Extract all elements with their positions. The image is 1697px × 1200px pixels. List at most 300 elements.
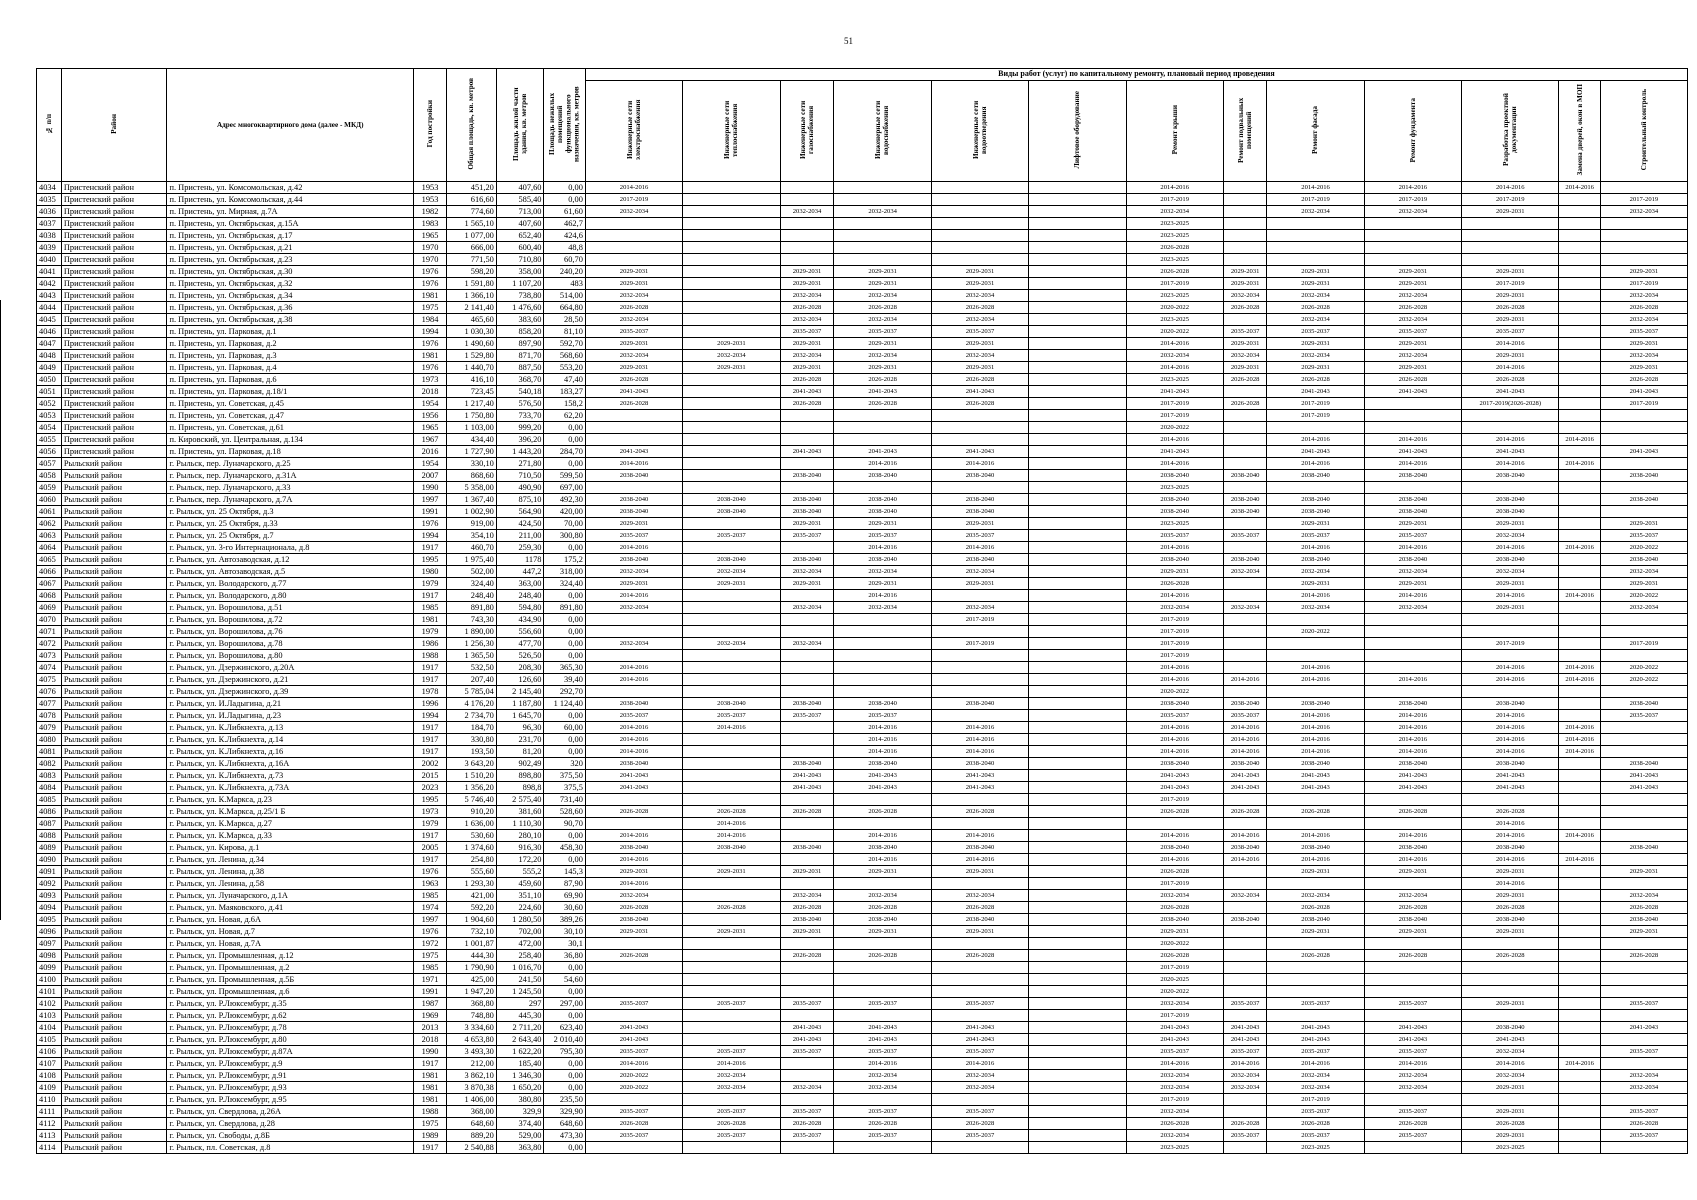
work-period-cell: 2029-2031	[585, 278, 682, 290]
work-period-cell: 2023-2025	[1126, 218, 1223, 230]
work-period-cell	[1462, 422, 1559, 434]
row-number-cell: 4053	[37, 410, 62, 422]
total-area-cell: 2 141,40	[447, 302, 497, 314]
work-period-cell: 2014-2016	[1559, 542, 1600, 554]
work-period-cell	[1559, 314, 1600, 326]
district-cell: Рыльский район	[61, 806, 167, 818]
year-built-cell: 1917	[413, 734, 446, 746]
year-built-cell: 1972	[413, 938, 446, 950]
work-period-cell: 2029-2031	[1364, 278, 1461, 290]
year-built-cell: 1994	[413, 710, 446, 722]
work-period-cell	[1559, 902, 1600, 914]
nonres-area-cell: 61,60	[544, 206, 585, 218]
work-period-cell: 2038-2040	[834, 842, 931, 854]
total-area-cell: 1 293,30	[447, 878, 497, 890]
work-period-cell	[1029, 194, 1126, 206]
work-period-cell	[1223, 1106, 1267, 1118]
living-area-cell: 529,00	[496, 1130, 544, 1142]
work-period-cell: 2041-2043	[1462, 782, 1559, 794]
district-cell: Рыльский район	[61, 1034, 167, 1046]
district-cell: Рыльский район	[61, 914, 167, 926]
nonres-area-cell: 648,60	[544, 1118, 585, 1130]
year-built-cell: 2023	[413, 782, 446, 794]
work-period-cell: 2035-2037	[931, 998, 1028, 1010]
year-built-cell: 1981	[413, 1082, 446, 1094]
work-period-cell: 2014-2016	[1267, 746, 1364, 758]
work-period-cell: 2029-2031	[931, 278, 1028, 290]
address-cell: г. Рыльск, ул. Дзержинского, д.20А	[167, 662, 414, 674]
work-period-cell	[1559, 506, 1600, 518]
living-area-cell: 407,60	[496, 182, 544, 194]
district-cell: Рыльский район	[61, 638, 167, 650]
table-row	[37, 698, 1688, 710]
work-period-cell: 2032-2034	[1126, 206, 1223, 218]
work-period-cell: 2014-2016	[1267, 710, 1364, 722]
living-area-cell: 902,49	[496, 758, 544, 770]
work-period-cell: 2014-2016	[1126, 830, 1223, 842]
nonres-area-cell: 70,00	[544, 518, 585, 530]
work-period-cell: 2026-2028	[1462, 902, 1559, 914]
work-period-cell: 2041-2043	[1600, 1022, 1687, 1034]
work-period-cell: 2035-2037	[834, 998, 931, 1010]
work-period-cell	[1600, 254, 1687, 266]
district-cell: Рыльский район	[61, 974, 167, 986]
work-period-cell: 2029-2031	[834, 518, 931, 530]
row-number-cell: 4109	[37, 1082, 62, 1094]
work-period-cell	[1029, 722, 1126, 734]
work-period-cell: 2029-2031	[1223, 338, 1267, 350]
work-period-cell	[1559, 998, 1600, 1010]
work-period-cell: 2041-2043	[931, 770, 1028, 782]
work-period-cell	[780, 986, 834, 998]
living-area-cell: 556,60	[496, 626, 544, 638]
work-period-cell: 2032-2034	[780, 638, 834, 650]
address-cell: г. Рыльск, ул. Ворошилова, д.72	[167, 614, 414, 626]
row-number-cell: 4036	[37, 206, 62, 218]
total-area-cell: 421,00	[447, 890, 497, 902]
work-period-cell	[1029, 266, 1126, 278]
work-period-cell: 2014-2016	[1267, 734, 1364, 746]
work-period-cell: 2029-2031	[780, 278, 834, 290]
total-area-cell: 254,80	[447, 854, 497, 866]
work-period-cell: 2035-2037	[585, 530, 682, 542]
work-period-cell	[1223, 206, 1267, 218]
work-period-cell: 2032-2034	[683, 638, 780, 650]
row-number-cell: 4095	[37, 914, 62, 926]
work-period-cell: 2032-2034	[931, 1082, 1028, 1094]
work-period-cell: 2032-2034	[1223, 350, 1267, 362]
work-period-cell	[1267, 794, 1364, 806]
work-period-cell: 2038-2040	[1462, 698, 1559, 710]
district-cell: Рыльский район	[61, 578, 167, 590]
work-period-cell	[1559, 794, 1600, 806]
work-period-cell: 2041-2043	[780, 386, 834, 398]
work-period-cell: 2014-2016	[1462, 1058, 1559, 1070]
work-period-cell	[834, 962, 931, 974]
nonres-area-cell: 0,00	[544, 182, 585, 194]
work-period-cell	[585, 410, 682, 422]
nonres-area-cell: 62,20	[544, 410, 585, 422]
row-number-cell: 4111	[37, 1106, 62, 1118]
table-row	[37, 578, 1688, 590]
work-period-cell: 2029-2031	[931, 518, 1028, 530]
work-period-cell	[1267, 878, 1364, 890]
row-number-cell: 4079	[37, 722, 62, 734]
year-built-cell: 1979	[413, 578, 446, 590]
row-number-cell: 4035	[37, 194, 62, 206]
work-period-cell	[931, 626, 1028, 638]
work-period-cell: 2038-2040	[931, 494, 1028, 506]
year-built-cell: 1954	[413, 458, 446, 470]
work-period-cell: 2032-2034	[1364, 350, 1461, 362]
work-period-cell: 2026-2028	[585, 1118, 682, 1130]
row-number-cell: 4073	[37, 650, 62, 662]
living-area-cell: 540,18	[496, 386, 544, 398]
total-area-cell: 1 366,10	[447, 290, 497, 302]
work-period-cell: 2041-2043	[780, 770, 834, 782]
work-period-cell	[683, 218, 780, 230]
work-period-cell: 2029-2031	[780, 338, 834, 350]
work-period-cell	[780, 734, 834, 746]
work-header-8: Ремонт фасада	[1267, 81, 1364, 182]
work-period-cell: 2032-2034	[1364, 566, 1461, 578]
year-built-cell: 1975	[413, 1118, 446, 1130]
work-period-cell: 2029-2031	[1462, 1130, 1559, 1142]
address-cell: п. Пристень, ул. Парковая, д.18	[167, 446, 414, 458]
work-period-cell	[585, 1142, 682, 1154]
row-number-cell: 4061	[37, 506, 62, 518]
work-period-cell	[1462, 962, 1559, 974]
address-cell: г. Рыльск, ул. Р.Люксембург, д.95	[167, 1094, 414, 1106]
nonres-area-cell: 795,30	[544, 1046, 585, 1058]
work-period-cell: 2020-2022	[1126, 938, 1223, 950]
work-period-cell: 2026-2028	[780, 398, 834, 410]
work-period-cell: 2032-2034	[834, 290, 931, 302]
living-area-cell: 713,00	[496, 206, 544, 218]
work-period-cell	[1223, 1094, 1267, 1106]
district-cell: Рыльский район	[61, 1046, 167, 1058]
work-period-cell	[834, 230, 931, 242]
work-period-cell: 2032-2034	[780, 602, 834, 614]
work-period-cell: 2029-2031	[683, 338, 780, 350]
year-built-cell: 1917	[413, 1058, 446, 1070]
nonres-area-cell: 458,30	[544, 842, 585, 854]
work-period-cell	[1223, 386, 1267, 398]
work-period-cell	[683, 1010, 780, 1022]
work-period-cell: 2026-2028	[683, 902, 780, 914]
work-period-cell: 2032-2034	[1364, 206, 1461, 218]
year-built-cell: 1978	[413, 686, 446, 698]
work-period-cell: 2041-2043	[780, 1034, 834, 1046]
work-period-cell: 2038-2040	[1462, 758, 1559, 770]
work-period-cell	[1364, 662, 1461, 674]
work-period-cell: 2038-2040	[780, 698, 834, 710]
work-period-cell: 2041-2043	[1223, 1022, 1267, 1034]
work-period-cell: 2029-2031	[1462, 350, 1559, 362]
living-area-cell: 208,30	[496, 662, 544, 674]
work-period-cell	[780, 722, 834, 734]
table-row	[37, 782, 1688, 794]
nonres-area-cell: 553,20	[544, 362, 585, 374]
living-area-cell: 1 622,20	[496, 1046, 544, 1058]
row-number-cell: 4081	[37, 746, 62, 758]
work-period-cell	[1600, 1094, 1687, 1106]
work-period-cell: 2029-2031	[1223, 362, 1267, 374]
total-area-cell: 5 785,04	[447, 686, 497, 698]
work-period-cell	[1029, 926, 1126, 938]
nonres-area-cell: 592,70	[544, 338, 585, 350]
work-period-cell	[1559, 1034, 1600, 1046]
work-period-cell: 2026-2028	[1462, 950, 1559, 962]
address-cell: г. Рыльск, ул. Р.Люксембург, д.93	[167, 1082, 414, 1094]
work-period-cell: 2035-2037	[585, 326, 682, 338]
row-number-cell: 4050	[37, 374, 62, 386]
address-cell: г. Рыльск, ул. Ворошилова, д.76	[167, 626, 414, 638]
living-area-cell: 600,40	[496, 242, 544, 254]
table-row	[37, 542, 1688, 554]
total-area-cell: 1 367,40	[447, 494, 497, 506]
address-cell: г. Рыльск, ул. Промышленная, д.12	[167, 950, 414, 962]
work-period-cell: 2038-2040	[1364, 698, 1461, 710]
work-period-cell: 2026-2028	[1267, 1118, 1364, 1130]
work-period-cell: 2035-2037	[1223, 998, 1267, 1010]
table-row	[37, 314, 1688, 326]
work-period-cell: 2041-2043	[834, 1022, 931, 1034]
work-period-cell: 2038-2040	[1364, 842, 1461, 854]
work-period-cell	[1029, 422, 1126, 434]
address-cell: г. Рыльск, ул. Ленина, д.58	[167, 878, 414, 890]
work-period-cell	[1029, 638, 1126, 650]
work-period-cell	[1559, 638, 1600, 650]
work-period-cell: 2041-2043	[1600, 386, 1687, 398]
work-period-cell: 2026-2028	[834, 1118, 931, 1130]
work-period-cell	[1029, 1058, 1126, 1070]
address-cell: г. Рыльск, ул. Маяковского, д.41	[167, 902, 414, 914]
work-period-cell	[1029, 698, 1126, 710]
total-area-cell: 648,60	[447, 1118, 497, 1130]
work-period-cell: 2032-2034	[1600, 290, 1687, 302]
work-period-cell: 2026-2028	[931, 302, 1028, 314]
work-period-cell	[683, 758, 780, 770]
work-period-cell	[1029, 290, 1126, 302]
work-period-cell: 2038-2040	[834, 554, 931, 566]
district-cell: Рыльский район	[61, 710, 167, 722]
address-cell: г. Рыльск, ул. Свободы, д.8Б	[167, 1130, 414, 1142]
work-period-cell	[931, 1142, 1028, 1154]
year-built-cell: 1976	[413, 278, 446, 290]
nonres-area-cell: 0,00	[544, 1010, 585, 1022]
living-area-cell: 2 145,40	[496, 686, 544, 698]
nonres-area-cell: 81,10	[544, 326, 585, 338]
table-row	[37, 206, 1688, 218]
work-period-cell: 2041-2043	[780, 782, 834, 794]
district-cell: Рыльский район	[61, 962, 167, 974]
nonres-area-cell: 30,60	[544, 902, 585, 914]
living-area-cell: 477,70	[496, 638, 544, 650]
address-cell: г. Рыльск, ул. Р.Люксембург, д.91	[167, 1070, 414, 1082]
work-period-cell	[1267, 422, 1364, 434]
year-built-cell: 1991	[413, 506, 446, 518]
total-area-cell: 368,80	[447, 998, 497, 1010]
work-period-cell	[1559, 938, 1600, 950]
row-number-cell: 4096	[37, 926, 62, 938]
table-row	[37, 878, 1688, 890]
work-period-cell	[1559, 278, 1600, 290]
work-period-cell: 2029-2031	[1364, 266, 1461, 278]
address-cell: г. Рыльск, ул. Промышленная, д.5Б	[167, 974, 414, 986]
nonres-area-cell: 0,00	[544, 1082, 585, 1094]
living-area-cell: 472,00	[496, 938, 544, 950]
row-number-cell: 4046	[37, 326, 62, 338]
address-cell: г. Рыльск, ул. Ленина, д.38	[167, 866, 414, 878]
work-period-cell: 2014-2016	[1364, 434, 1461, 446]
work-period-cell: 2032-2034	[1600, 566, 1687, 578]
work-period-cell: 2026-2028	[585, 398, 682, 410]
work-period-cell	[683, 962, 780, 974]
work-period-cell	[1600, 218, 1687, 230]
work-period-cell: 2038-2040	[1600, 842, 1687, 854]
year-built-cell: 1994	[413, 530, 446, 542]
work-period-cell: 2029-2031	[1223, 266, 1267, 278]
address-cell: г. Рыльск, ул. К.Либкнехта, д.16А	[167, 758, 414, 770]
address-cell: г. Рыльск, ул. Автозаводская, д.5	[167, 566, 414, 578]
work-period-cell: 2020-2022	[1126, 302, 1223, 314]
work-period-cell	[1559, 842, 1600, 854]
nonres-area-cell: 731,40	[544, 794, 585, 806]
address-cell: п. Пристень, ул. Парковая, д.2	[167, 338, 414, 350]
work-period-cell	[1029, 1010, 1126, 1022]
nonres-area-cell: 284,70	[544, 446, 585, 458]
total-area-cell: 1 356,20	[447, 782, 497, 794]
work-period-cell: 2035-2037	[585, 998, 682, 1010]
district-cell: Рыльский район	[61, 1010, 167, 1022]
row-number-cell: 4112	[37, 1118, 62, 1130]
work-period-cell	[1559, 1106, 1600, 1118]
living-area-cell: 526,50	[496, 650, 544, 662]
work-period-cell	[834, 182, 931, 194]
table-row	[37, 302, 1688, 314]
work-period-cell	[1364, 794, 1461, 806]
work-period-cell: 2038-2040	[683, 698, 780, 710]
row-number-cell: 4107	[37, 1058, 62, 1070]
work-period-cell: 2029-2031	[834, 278, 931, 290]
work-period-cell	[1223, 950, 1267, 962]
work-period-cell	[1029, 626, 1126, 638]
work-period-cell	[1029, 182, 1126, 194]
address-cell: г. Рыльск, ул. Р.Люксембург, д.80	[167, 1034, 414, 1046]
work-period-cell	[1462, 218, 1559, 230]
address-cell: г. Рыльск, ул. Володарского, д.77	[167, 578, 414, 590]
work-period-cell: 2032-2034	[1267, 890, 1364, 902]
work-period-cell	[683, 746, 780, 758]
work-period-cell: 2014-2016	[585, 182, 682, 194]
work-period-cell: 2032-2034	[1267, 350, 1364, 362]
district-cell: Рыльский район	[61, 494, 167, 506]
work-period-cell: 2014-2016	[1559, 674, 1600, 686]
work-period-cell: 2020-2022	[1600, 662, 1687, 674]
work-period-cell: 2026-2028	[585, 374, 682, 386]
work-period-cell: 2029-2031	[1462, 602, 1559, 614]
work-period-cell	[931, 710, 1028, 722]
work-period-cell	[1600, 182, 1687, 194]
work-period-cell	[683, 986, 780, 998]
work-period-cell: 2029-2031	[585, 266, 682, 278]
work-period-cell	[585, 962, 682, 974]
year-built-cell: 1991	[413, 986, 446, 998]
table-row	[37, 1142, 1688, 1154]
living-area-cell: 434,90	[496, 614, 544, 626]
work-period-cell: 2026-2028	[780, 302, 834, 314]
work-period-cell: 2035-2037	[1267, 1130, 1364, 1142]
total-area-cell: 2 540,88	[447, 1142, 497, 1154]
total-area-cell: 666,00	[447, 242, 497, 254]
work-period-cell	[1559, 686, 1600, 698]
work-period-cell	[1600, 1034, 1687, 1046]
work-period-cell: 2035-2037	[1364, 1106, 1461, 1118]
work-period-cell: 2032-2034	[585, 602, 682, 614]
work-period-cell: 2026-2028	[780, 1118, 834, 1130]
district-cell: Рыльский район	[61, 674, 167, 686]
district-cell: Рыльский район	[61, 1058, 167, 1070]
work-period-cell: 2035-2037	[834, 1130, 931, 1142]
address-cell: г. Рыльск, ул. И.Ладыгина, д.23	[167, 710, 414, 722]
work-period-cell: 2032-2034	[1126, 890, 1223, 902]
work-period-cell: 2041-2043	[1267, 1022, 1364, 1034]
total-area-cell: 368,00	[447, 1106, 497, 1118]
work-period-cell: 2014-2016	[931, 734, 1028, 746]
total-area-cell: 868,60	[447, 470, 497, 482]
work-period-cell: 2029-2031	[1600, 518, 1687, 530]
district-cell: Рыльский район	[61, 758, 167, 770]
living-area-cell: 916,30	[496, 842, 544, 854]
table-row	[37, 770, 1688, 782]
district-cell: Рыльский район	[61, 782, 167, 794]
district-cell: Рыльский район	[61, 506, 167, 518]
district-cell: Рыльский район	[61, 842, 167, 854]
address-cell: г. Рыльск, ул. К.Либкнехта, д.16	[167, 746, 414, 758]
work-period-cell: 2032-2034	[1462, 1046, 1559, 1058]
work-period-cell	[1559, 326, 1600, 338]
work-period-cell: 2035-2037	[780, 326, 834, 338]
work-period-cell: 2026-2028	[1126, 902, 1223, 914]
work-period-cell	[1223, 926, 1267, 938]
row-number-cell: 4092	[37, 878, 62, 890]
work-period-cell: 2020-2022	[1600, 542, 1687, 554]
work-period-cell	[1559, 266, 1600, 278]
work-period-cell: 2029-2031	[780, 926, 834, 938]
work-period-cell: 2020-2022	[585, 1082, 682, 1094]
row-number-cell: 4086	[37, 806, 62, 818]
work-period-cell: 2035-2037	[1267, 530, 1364, 542]
col-nonres-area-header: Площадь нежилых помещений функционального назначения, кв. метров	[544, 69, 585, 182]
work-period-cell: 2041-2043	[1364, 1034, 1461, 1046]
address-cell: п. Пристень, ул. Октябрьская, д.32	[167, 278, 414, 290]
work-period-cell: 2014-2016	[1559, 182, 1600, 194]
work-period-cell: 2014-2016	[1223, 722, 1267, 734]
work-period-cell: 2038-2040	[1267, 494, 1364, 506]
work-period-cell: 2026-2028	[683, 806, 780, 818]
work-period-cell: 2026-2028	[1462, 1118, 1559, 1130]
living-area-cell: 211,00	[496, 530, 544, 542]
work-period-cell	[1029, 950, 1126, 962]
nonres-area-cell: 568,60	[544, 350, 585, 362]
work-period-cell: 2026-2028	[931, 950, 1028, 962]
work-period-cell: 2038-2040	[1223, 470, 1267, 482]
work-period-cell: 2038-2040	[1600, 470, 1687, 482]
work-period-cell: 2026-2028	[1126, 866, 1223, 878]
district-cell: Пристенский район	[61, 398, 167, 410]
work-period-cell: 2014-2016	[585, 662, 682, 674]
